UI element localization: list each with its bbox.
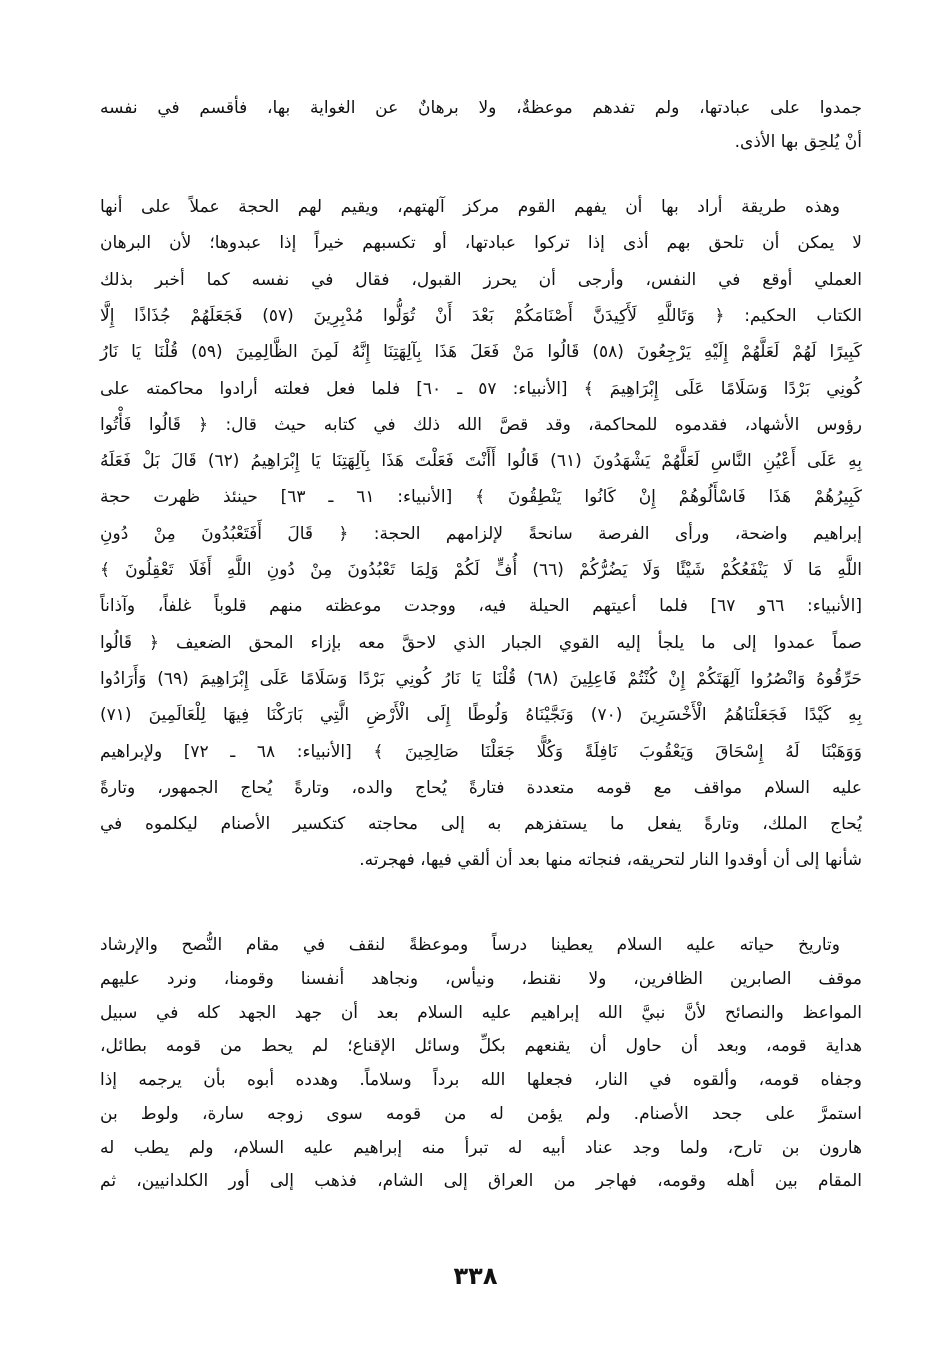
paragraph-2-line: حَرِّقُوهُ وَانْصُرُوا آلِهَتَكُمْ إِنْ كُنْتُمْ فَاعِلِينَ (٦٨) قُلْنَا يَا نَارُ كُونِي بَرْدًا وَسَلَامًا عَلَى إِبْرَاهِيمَ (٦٩) وَأَرَادُوا	[100, 668, 862, 689]
paragraph-3-line: موقف الصابرين الظافرين، ولا نقنط، ونيأس، ونجاهد أنفسنا وقومنا، ونرد عليهم	[100, 968, 862, 989]
paragraph-2-line: شأنها إلى أن أوقدوا النار لتحريقه، فنجاته منها بعد أن ألقي فيها، فهجرته.	[359, 850, 862, 871]
paragraph-2-line: إبراهيم واضحة، ورأى الفرصة سانحةً لإلزامهم الحجة: ﴿ قَالَ أَفَتَعْبُدُونَ مِنْ دُونِ	[100, 523, 862, 544]
paragraph-2-line: وهذه طريقة أراد بها أن يفهم القوم مركز آلهتهم، ويقيم لهم الحجة عملاً على أنها	[100, 197, 840, 217]
paragraph-3-line: وجفاه قومه، وألقوه في النار، فجعلها الله برداً وسلاماً. وهدده أبوه بأن يرجمه إذا	[100, 1070, 862, 1090]
paragraph-3-line: المواعظ والنصائح لأنَّ نبيَّ الله إبراهيم عليه السلام بعد أن جهد الجهد كله في سبيل	[100, 1002, 862, 1023]
paragraph-2-line: بِهِ كَيْدًا فَجَعَلْنَاهُمُ الْأَخْسَرِينَ (٧٠) وَنَجَّيْنَاهُ وَلُوطًا إِلَى الْأَرْضِ الَّتِي بَارَكْنَا فِيهَا لِلْعَالَمِينَ (٧١)	[100, 705, 862, 726]
page-number: ٣٣٨	[453, 1262, 498, 1290]
paragraph-3-line: هداية قومه، وبعد أن حاول أن يقنعهم بكلِّ وسائل الإقناع؛ لم يحط من قومه بطائل،	[100, 1036, 862, 1057]
paragraph-3-line: وتاريخ حياته عليه السلام يعطينا درساً وموعظةً لنقف في مقام النُّصح والإرشاد	[100, 935, 840, 955]
paragraph-1-line: جمدوا على عبادتها، ولم تفدهم موعظةٌ، ولا برهانٌ عن الغواية بها، فأقسم في نفسه	[100, 98, 862, 118]
paragraph-2-line: [الأنبياء: ٦٦و ٦٧] فلما أعيتهم الحيلة فيه، ووجدت موعظته منهم قلوباً غلفاً، وآذاناً	[100, 596, 862, 617]
paragraph-2-line: وَوَهَبْنَا لَهُ إِسْحَاقَ وَيَعْقُوبَ نَافِلَةً وَكُلًّا جَعَلْنَا صَالِحِينَ ﴾ [الأنبياء: ٦٨ ـ ٧٢] ولإبراهيم	[100, 741, 862, 762]
paragraph-2-line: اللَّهِ مَا لَا يَنْفَعُكُمْ شَيْئًا وَلَا يَضُرُّكُمْ (٦٦) أُفٍّ لَكُمْ وَلِمَا تَعْبُدُونَ مِنْ دُونِ اللَّهِ أَفَلَا تَعْقِلُونَ ﴾	[100, 560, 862, 580]
paragraph-2-line: يُحاج الملك، وتارةً يفعل ما يستفزهم به إلى محاجته كتكسير الأصنام ليكلموه في	[100, 814, 862, 835]
paragraph-3-line: المقام بين أهله وقومه، فهاجر من العراق إلى الشام، فذهب إلى أور الكلدانيين، ثم	[100, 1171, 862, 1192]
paragraph-2-line: رؤوس الأشهاد، فقدموه للمحاكمة، وقد قصَّ الله ذلك في كتابه حيث قال: ﴿ قَالُوا فَأْتُوا	[100, 414, 862, 435]
paragraph-2-line: صماً عمدوا إلى ما يلجأ إليه القوي الجبار الذي لاحقَّ معه بإزاء المحق الضعيف ﴿ قَالُوا	[100, 632, 862, 653]
paragraph-2-line: كُونِي بَرْدًا وَسَلَامًا عَلَى إِبْرَاهِيمَ ﴾ [الأنبياء: ٥٧ ـ ٦٠] فلما فعل فعلته أرادوا محاكمته على	[100, 378, 863, 399]
paragraph-2-line: عليه السلام مواقف مع قومه متعددة فتارةً يُحاج والده، وتارةً يُحاج الجمهور، وتارةً	[100, 777, 862, 798]
paragraph-2-line: لا يمكن أن تلحق بهم أذى إذا تركوا عبادتها، أو تكسبهم خيراً إذا عبدوها؛ لأن البرهان	[100, 233, 862, 254]
paragraph-2-line: العملي أوقع في النفس، وأرجى أن يحرز القبول، فقال في نفسه كما أخبر بذلك	[100, 269, 862, 290]
paragraph-1-line: أنْ يُلحِق بها الأذى.	[734, 132, 862, 152]
paragraph-3-line: هارون بن تارح، ولما وجد عناد أبيه له تبرأ منه إبراهيم عليه السلام، ولم يطب له	[100, 1137, 862, 1158]
paragraph-2-line: الكتاب الحكيم: ﴿ وَتَاللَّهِ لَأَكِيدَنَّ أَصْنَامَكُمْ بَعْدَ أَنْ تُوَلُّوا مُدْبِرِينَ (٥٧) فَجَعَلَهُمْ جُذَاذًا إِلَّا	[100, 305, 862, 326]
paragraph-2-line: بِهِ عَلَى أَعْيُنِ النَّاسِ لَعَلَّهُمْ يَشْهَدُونَ (٦١) قَالُوا أَأَنْتَ فَعَلْتَ هَذَا بِآلِهَتِنَا يَا إِبْرَاهِيمُ (٦٢) قَالَ بَلْ فَعَلَهُ	[100, 451, 862, 472]
paragraph-2-line: كَبِيرُهُمْ هَذَا فَاسْأَلُوهُمْ إِنْ كَانُوا يَنْطِقُونَ ﴾ [الأنبياء: ٦١ ـ ٦٣] حينئذ ظهرت حجة	[100, 487, 862, 508]
paragraph-3-line: استمرَّ على جحد الأصنام. ولم يؤمن له من قومه سوى زوجه سارة، ولوط بن	[100, 1103, 862, 1124]
paragraph-2-line: كَبِيرًا لَهُمْ لَعَلَّهُمْ إِلَيْهِ يَرْجِعُونَ (٥٨) قَالُوا مَنْ فَعَلَ هَذَا بِآلِهَتِنَا إِنَّهُ لَمِنَ الظَّالِمِينَ (٥٩) قُلْنَا يَا نَارُ	[100, 342, 862, 363]
